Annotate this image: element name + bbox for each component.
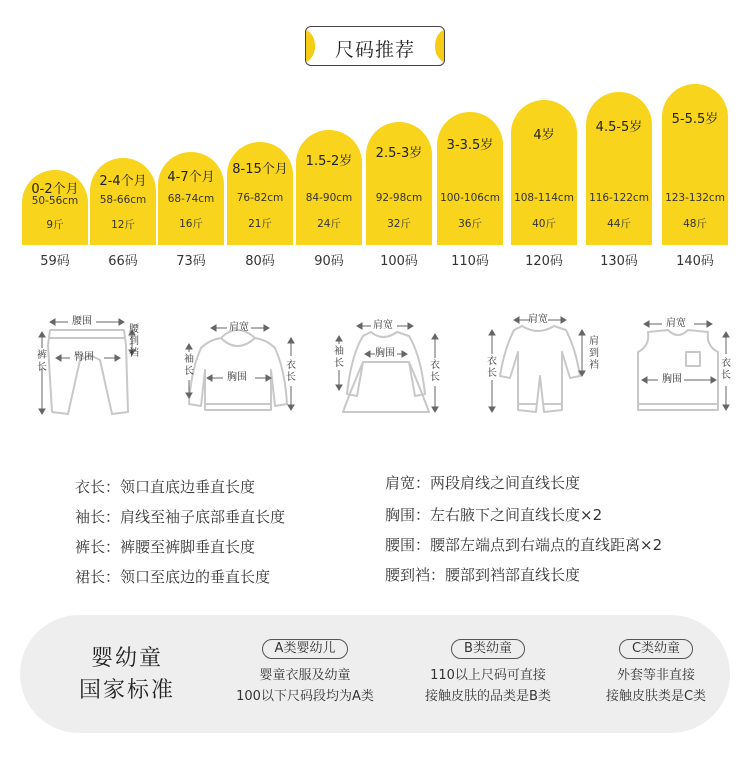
size-label: 73码 bbox=[176, 254, 206, 269]
sleeve-length-label: 袖长 bbox=[184, 354, 194, 377]
waist-to-crotch-label: 腰到裆 bbox=[129, 324, 139, 359]
height-range: 92-98cm bbox=[375, 192, 423, 204]
age-range: 4.5-5岁 bbox=[595, 120, 643, 135]
size-label: 80码 bbox=[245, 254, 275, 269]
weight: 16斤 bbox=[179, 218, 203, 230]
height-range: 50-56cm bbox=[31, 195, 79, 207]
weight: 44斤 bbox=[607, 218, 631, 230]
age-range: 3-3.5岁 bbox=[446, 138, 494, 153]
category-a-badge: A类婴幼儿 bbox=[262, 639, 349, 659]
size-bar-110 bbox=[437, 112, 503, 245]
definition-pants: 裤长：裤腰至裤脚垂直长度 bbox=[75, 538, 256, 556]
definition-chest: 胸围：左右腋下之间直线长度×2 bbox=[385, 506, 603, 524]
definition-length: 衣长：领口直底边垂直长度 bbox=[75, 478, 256, 496]
length-label: 衣长 bbox=[721, 358, 731, 381]
vest-diagram bbox=[622, 300, 742, 430]
weight: 24斤 bbox=[317, 218, 341, 230]
size-label: 66码 bbox=[108, 254, 138, 269]
size-bar-90 bbox=[296, 130, 362, 245]
size-bar-100 bbox=[366, 122, 432, 245]
chest-label: 胸围 bbox=[375, 348, 395, 359]
size-bar-120 bbox=[511, 100, 577, 245]
category-c-line1: 外套等非直接 bbox=[616, 668, 695, 683]
weight: 48斤 bbox=[683, 218, 707, 230]
height-range: 116-122cm bbox=[589, 192, 649, 204]
definition-shoulder: 肩宽：两段肩线之间直线长度 bbox=[385, 474, 581, 492]
category-b-badge: B类幼童 bbox=[451, 639, 525, 659]
definition-waist-to-crotch: 腰到裆：腰部到裆部直线长度 bbox=[385, 566, 581, 584]
size-label: 59码 bbox=[40, 254, 70, 269]
definition-sleeve: 袖长：肩线至袖子底部垂直长度 bbox=[75, 508, 286, 526]
category-c bbox=[576, 637, 736, 707]
shoulder-width-label: 肩宽 bbox=[666, 318, 686, 329]
category-b bbox=[408, 637, 568, 707]
size-bar-130 bbox=[586, 92, 652, 245]
age-range: 4岁 bbox=[533, 128, 555, 143]
size-label: 120码 bbox=[525, 254, 563, 269]
weight: 21斤 bbox=[248, 218, 272, 230]
height-range: 58-66cm bbox=[99, 194, 147, 206]
size-bar-140 bbox=[662, 84, 728, 245]
age-range: 5-5.5岁 bbox=[671, 112, 719, 127]
sleeve-length-label: 袖长 bbox=[334, 346, 344, 369]
category-a-line1: 婴童衣服及幼童 bbox=[259, 668, 351, 683]
height-range: 76-82cm bbox=[236, 192, 284, 204]
standard-title-line2: 国家标准 bbox=[78, 678, 175, 703]
size-label: 140码 bbox=[676, 254, 714, 269]
pants-diagram bbox=[28, 300, 148, 430]
shoulder-width-label: 肩宽 bbox=[528, 314, 548, 325]
romper-diagram bbox=[478, 300, 603, 430]
dress-diagram bbox=[325, 300, 450, 430]
weight: 32斤 bbox=[387, 218, 411, 230]
chest-label: 胸围 bbox=[227, 372, 247, 383]
size-label: 90码 bbox=[314, 254, 344, 269]
category-a-line2: 100以下尺码段均为A类 bbox=[236, 689, 374, 704]
size-bar-80 bbox=[227, 142, 293, 245]
pants-length-label: 裤长 bbox=[37, 350, 47, 373]
age-range: 4-7个月 bbox=[167, 170, 215, 185]
height-range: 68-74cm bbox=[167, 193, 215, 205]
age-range: 2-4个月 bbox=[99, 174, 147, 189]
age-range: 8-15个月 bbox=[232, 162, 288, 177]
category-c-line2: 接触皮肤类是C类 bbox=[605, 689, 707, 704]
category-a bbox=[225, 637, 385, 707]
definition-skirt: 裙长：领口至底边的垂直长度 bbox=[75, 568, 271, 586]
measurement-diagrams bbox=[0, 300, 750, 430]
length-label: 衣长 bbox=[286, 360, 296, 383]
height-range: 100-106cm bbox=[440, 192, 500, 204]
size-label: 130码 bbox=[600, 254, 638, 269]
weight: 36斤 bbox=[458, 218, 482, 230]
category-b-line1: 110以上尺码可直接 bbox=[430, 668, 546, 683]
size-chart bbox=[0, 0, 750, 280]
size-label: 110码 bbox=[451, 254, 489, 269]
age-range: 1.5-2岁 bbox=[305, 154, 353, 169]
weight: 40斤 bbox=[532, 218, 556, 230]
crotch-width-label: 臀围 bbox=[74, 352, 94, 363]
page-title: 尺码推荐 bbox=[334, 39, 415, 61]
definition-waist: 腰围：腰部左端点到右端点的直线距离×2 bbox=[385, 536, 663, 554]
height-range: 84-90cm bbox=[305, 192, 353, 204]
size-bar-66 bbox=[90, 158, 156, 245]
weight: 12斤 bbox=[111, 219, 135, 231]
age-range: 0-2个月 bbox=[31, 182, 79, 197]
age-range: 2.5-3岁 bbox=[375, 146, 423, 161]
standard-title-line1: 婴幼童 bbox=[90, 646, 163, 671]
height-range: 108-114cm bbox=[514, 192, 574, 204]
length-label: 衣长 bbox=[430, 360, 440, 383]
size-bar-59 bbox=[22, 170, 88, 245]
shoulder-to-crotch-label: 肩到裆 bbox=[589, 336, 599, 371]
shoulder-width-label: 肩宽 bbox=[373, 320, 393, 331]
national-standard-panel bbox=[20, 615, 730, 733]
height-range: 123-132cm bbox=[665, 192, 725, 204]
shoulder-width-label: 肩宽 bbox=[229, 322, 249, 333]
sweater-diagram bbox=[175, 300, 305, 430]
size-bar-73 bbox=[158, 152, 224, 245]
size-label: 100码 bbox=[380, 254, 418, 269]
category-c-badge: C类幼童 bbox=[619, 639, 693, 659]
waist-label: 腰围 bbox=[72, 316, 92, 327]
length-label: 衣长 bbox=[487, 356, 497, 379]
category-b-line2: 接触皮肤的品类是B类 bbox=[425, 689, 551, 704]
weight: 9斤 bbox=[46, 219, 64, 231]
chest-label: 胸围 bbox=[662, 374, 682, 385]
